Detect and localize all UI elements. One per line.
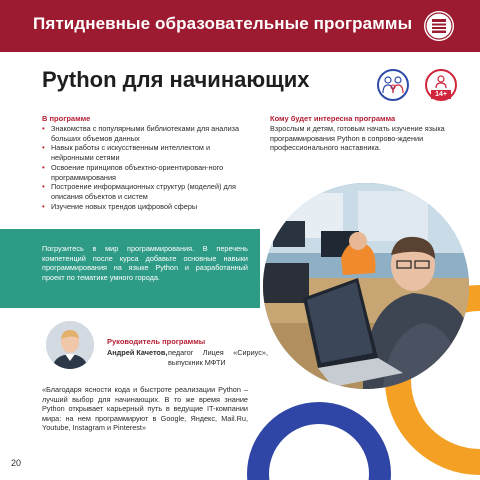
- family-icon: [377, 69, 409, 101]
- list-item: • Навык работы с искусственным интеллектом и нейронными сетями: [42, 143, 211, 163]
- header-title: Пятидневные образовательные программы: [33, 14, 413, 33]
- list-item: • Построение информационных структур (моделей) для описания объектов и систем: [42, 182, 236, 201]
- in-program-list: [42, 124, 252, 211]
- bullet-icon: •: [42, 182, 45, 192]
- page-number: 20: [11, 458, 22, 468]
- list-item: • Освоение принципов объектно-ориентирован-ного программирования: [42, 162, 224, 182]
- in-program-heading: В программе: [42, 114, 91, 123]
- students-photo: [263, 183, 469, 389]
- bullet-icon: •: [42, 201, 45, 211]
- bullet-icon: •: [42, 143, 45, 153]
- bullet-icon: •: [42, 162, 45, 172]
- leader-heading: Руководитель программы: [107, 337, 206, 346]
- age-rating-badge: [425, 69, 457, 101]
- leader-role: педагог Лицея «Сириус», выпускник МФТИ: [168, 348, 268, 367]
- list-item: • Изучение новых трендов цифровой сферы: [42, 201, 198, 211]
- age-label: 14+: [431, 90, 451, 99]
- leader-name: Андрей Качетов,: [107, 348, 168, 357]
- list-item: • Знакомства с популярными библиотеками для анализа больших объемов данных: [42, 124, 240, 143]
- audience-heading: Кому будет интересна программа: [270, 114, 396, 123]
- bullet-icon: •: [42, 124, 45, 133]
- page-title: Python для начинающих: [42, 67, 310, 92]
- audience-text: Взрослым и детям, готовым начать изучение языка программирования Python в сопрово-ждении профессионального наставника.: [270, 124, 445, 153]
- header-bar: [0, 0, 480, 52]
- decor-blue-ring: [247, 402, 391, 480]
- sirius-logo-icon: [424, 11, 454, 41]
- promo-text: Погрузитесь в мир программирования. В перечень компетенций после курса добавьте основные навыки программирования на языке Python и разработанный проект по тематике умного города.: [42, 244, 248, 282]
- leader-quote: «Благодаря ясности кода и быстроте реализации Python – лучший выбор для начинающих. В то же время знание Python открывает карьерный путь в ведущие IT-компании мира: на нем программируют в Google, Яндекс, Mail.Ru, Youtube, Instagram и Pinterest»: [42, 385, 248, 433]
- leader-avatar: [46, 321, 94, 369]
